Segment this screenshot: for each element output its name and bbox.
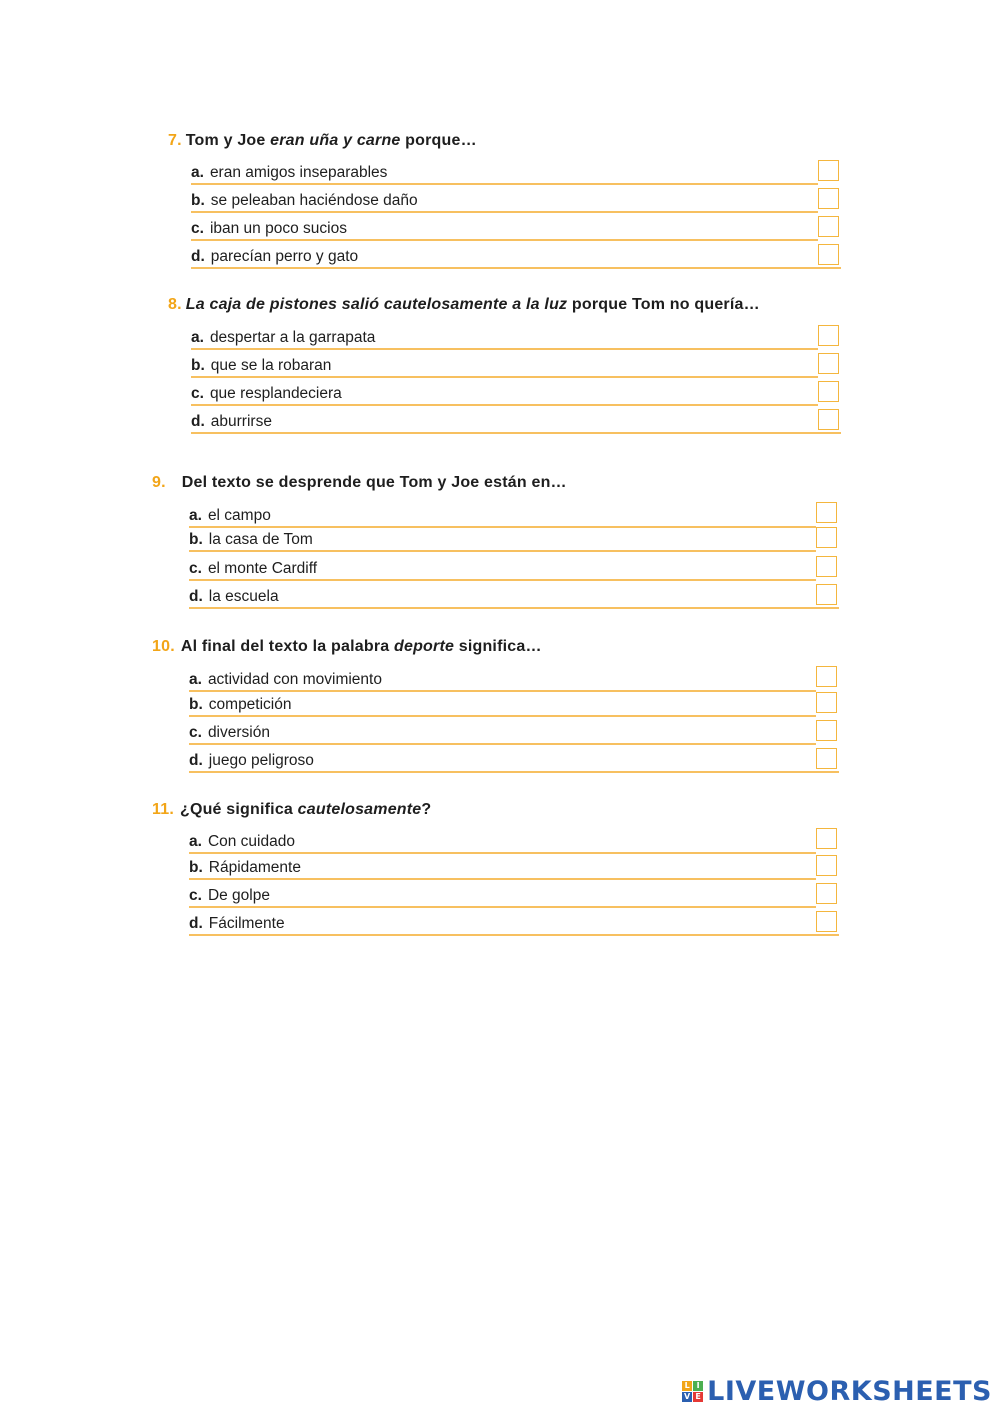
option-d: d. la escuela	[189, 581, 839, 609]
answer-checkbox[interactable]	[816, 828, 837, 849]
answer-checkbox[interactable]	[818, 188, 839, 209]
option-a: a. despertar a la garrapata	[191, 322, 841, 350]
liveworksheets-logo	[682, 1376, 992, 1407]
option-c: c. el monte Cardiff	[189, 553, 839, 581]
option-a: a. Con cuidado	[189, 826, 839, 854]
logo-mark-icon: L I V E	[682, 1381, 703, 1402]
option-a: a. eran amigos inseparables	[191, 157, 841, 185]
answer-checkbox[interactable]	[816, 748, 837, 769]
question-number: 11.	[152, 801, 174, 818]
answer-checkbox[interactable]	[816, 556, 837, 577]
option-d: d. Fácilmente	[189, 908, 839, 936]
answer-checkbox[interactable]	[816, 855, 837, 876]
answer-checkbox[interactable]	[818, 409, 839, 430]
answer-checkbox[interactable]	[818, 160, 839, 181]
option-b: b. la casa de Tom	[189, 524, 839, 552]
answer-checkbox[interactable]	[818, 353, 839, 374]
answer-checkbox[interactable]	[818, 381, 839, 402]
option-b: b. se peleaban haciéndose daño	[191, 185, 841, 213]
question-title: 9. Del texto se desprende que Tom y Joe están en…	[152, 474, 567, 491]
question-number: 7.	[168, 132, 182, 149]
answer-checkbox[interactable]	[818, 216, 839, 237]
question-title: 10. Al final del texto la palabra deporte significa…	[152, 638, 542, 655]
option-c: c. De golpe	[189, 880, 839, 908]
answer-checkbox[interactable]	[816, 527, 837, 548]
answer-checkbox[interactable]	[818, 244, 839, 265]
answer-checkbox[interactable]	[816, 666, 837, 687]
answer-checkbox[interactable]	[816, 692, 837, 713]
answer-checkbox[interactable]	[816, 720, 837, 741]
option-b: b. competición	[189, 689, 839, 717]
answer-checkbox[interactable]	[816, 883, 837, 904]
question-title: 11. ¿Qué significa cautelosamente?	[152, 801, 432, 818]
answer-checkbox[interactable]	[816, 911, 837, 932]
option-c: c. iban un poco sucios	[191, 213, 841, 241]
option-d: d. juego peligroso	[189, 745, 839, 773]
answer-checkbox[interactable]	[818, 325, 839, 346]
question-number: 8.	[168, 296, 182, 313]
option-b: b. que se la robaran	[191, 350, 841, 378]
question-number: 9.	[152, 474, 166, 491]
option-c: c. que resplandeciera	[191, 378, 841, 406]
option-d: d. aburrirse	[191, 406, 841, 434]
question-title: 8. La caja de pistones salió cautelosamente a la luz porque Tom no quería…	[168, 296, 760, 313]
answer-checkbox[interactable]	[816, 584, 837, 605]
logo-text: LIVEWORKSHEETS	[707, 1376, 992, 1407]
answer-checkbox[interactable]	[816, 502, 837, 523]
question-number: 10.	[152, 638, 175, 655]
option-a: a. el campo	[189, 500, 839, 528]
option-a: a. actividad con movimiento	[189, 664, 839, 692]
option-b: b. Rápidamente	[189, 852, 839, 880]
option-c: c. diversión	[189, 717, 839, 745]
question-title: 7. Tom y Joe eran uña y carne porque…	[168, 132, 477, 149]
option-d: d. parecían perro y gato	[191, 241, 841, 269]
